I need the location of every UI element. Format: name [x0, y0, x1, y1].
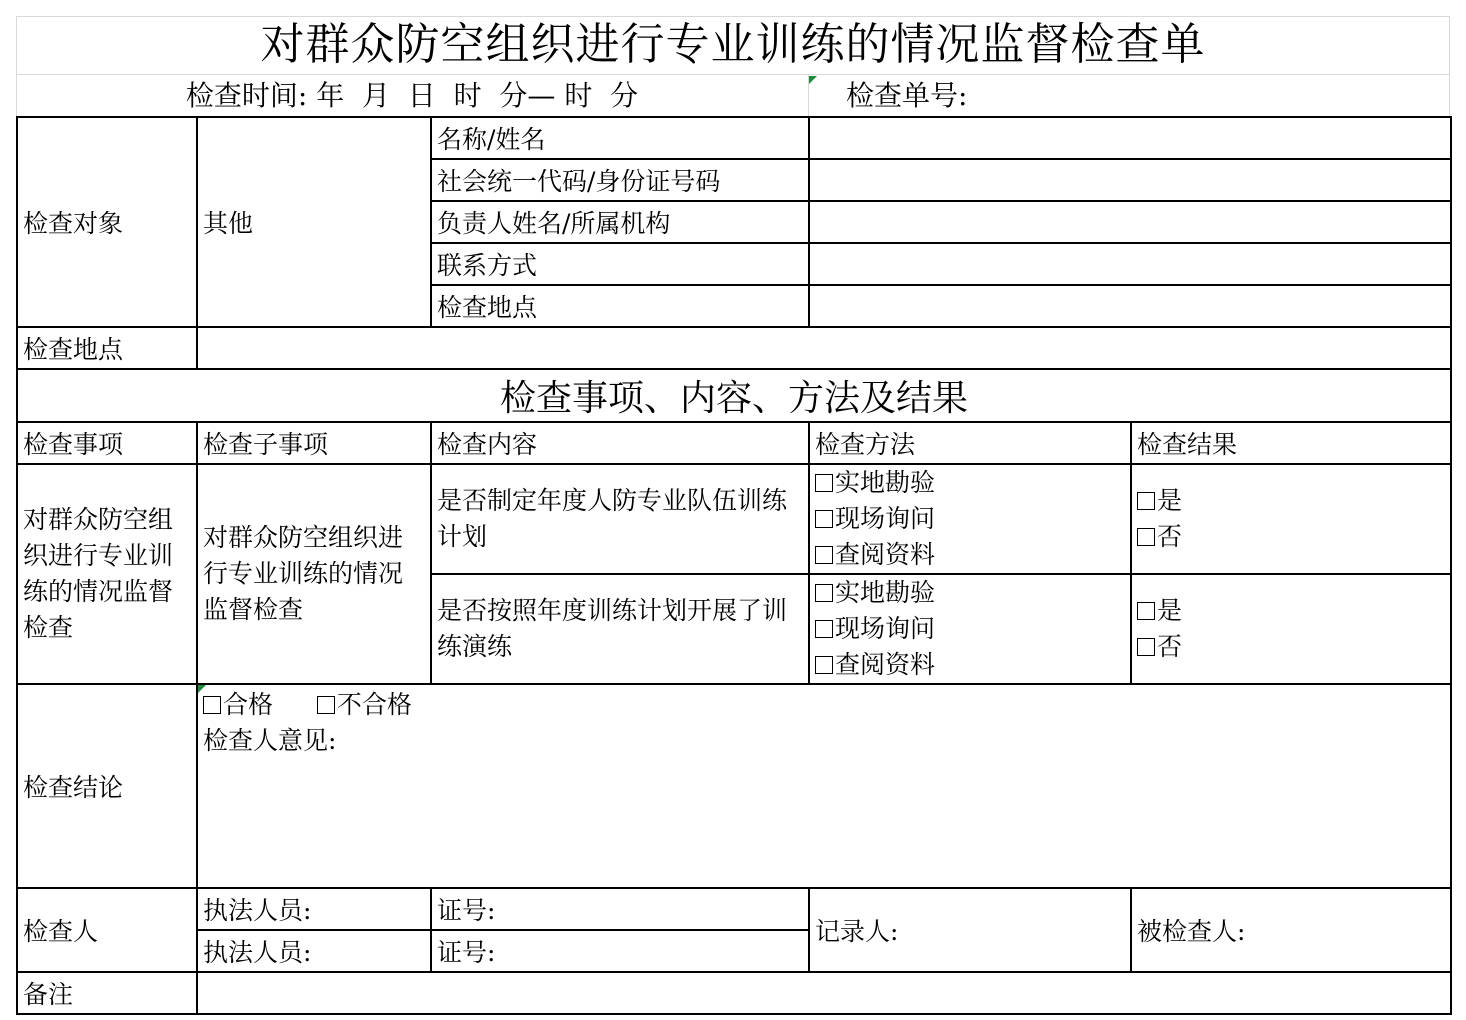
checkbox[interactable]	[815, 620, 833, 638]
checkbox[interactable]	[815, 510, 833, 528]
result-option[interactable]: 否	[1137, 519, 1445, 555]
result-option[interactable]: 是	[1137, 483, 1445, 519]
checkbox[interactable]	[815, 474, 833, 492]
inspected-party-label[interactable]: 被检查人:	[1131, 888, 1451, 972]
target-type: 其他	[197, 117, 431, 327]
field-label-name: 名称/姓名	[431, 117, 809, 159]
checkbox[interactable]	[1137, 638, 1155, 656]
inspection-number-label: 检查单号:	[846, 79, 968, 112]
target-label: 检查对象	[17, 117, 197, 327]
checkbox[interactable]	[1137, 492, 1155, 510]
method-option[interactable]: 实地勘验	[815, 465, 1125, 501]
column-header-method: 检查方法	[809, 422, 1131, 464]
inspection-form-table	[16, 116, 1452, 1015]
recorder-label[interactable]: 记录人:	[809, 888, 1131, 972]
column-header-content: 检查内容	[431, 422, 809, 464]
field-value-contact[interactable]	[809, 243, 1451, 285]
method-option[interactable]: 查阅资料	[815, 537, 1125, 573]
opinion-label: 检查人意见:	[203, 726, 337, 755]
field-label-manager: 负责人姓名/所属机构	[431, 201, 809, 243]
check-content-1: 是否制定年度人防专业队伍训练计划	[431, 464, 809, 574]
check-content-2: 是否按照年度训练计划开展了训练演练	[431, 574, 809, 684]
comment-indicator	[198, 685, 206, 693]
officer-label-2[interactable]: 执法人员:	[197, 930, 431, 972]
checkbox[interactable]	[1137, 528, 1155, 546]
comment-indicator	[809, 76, 817, 84]
check-subitem: 对群众防空组织进行专业训练的情况监督检查	[197, 464, 431, 684]
field-value-manager[interactable]	[809, 201, 1451, 243]
gridline	[16, 74, 1450, 75]
checkbox[interactable]	[317, 696, 335, 714]
fail-option[interactable]: 不合格	[317, 690, 412, 719]
field-label-contact: 联系方式	[431, 243, 809, 285]
pass-option[interactable]: 合格	[203, 690, 273, 719]
column-header-item: 检查事项	[17, 422, 197, 464]
check-methods-1	[809, 464, 1131, 574]
checkbox[interactable]	[815, 546, 833, 564]
method-option[interactable]: 实地勘验	[815, 575, 1125, 611]
location-label: 检查地点	[17, 327, 197, 369]
column-header-result: 检查结果	[1131, 422, 1451, 464]
checkbox[interactable]	[203, 696, 221, 714]
conclusion-options	[203, 687, 1445, 723]
document-title: 对群众防空组织进行专业训练的情况监督检查单	[260, 19, 1206, 70]
method-option[interactable]: 现场询问	[815, 501, 1125, 537]
remarks-label: 备注	[17, 972, 197, 1014]
cert-label-2[interactable]: 证号:	[431, 930, 809, 972]
inspector-label: 检查人	[17, 888, 197, 972]
remarks-value[interactable]	[197, 972, 1451, 1014]
column-header-subitem: 检查子事项	[197, 422, 431, 464]
field-label-code: 社会统一代码/身份证号码	[431, 159, 809, 201]
field-value-address[interactable]	[809, 285, 1451, 327]
result-option[interactable]: 否	[1137, 629, 1445, 665]
conclusion-label: 检查结论	[17, 684, 197, 888]
result-option[interactable]: 是	[1137, 593, 1445, 629]
field-value-code[interactable]	[809, 159, 1451, 201]
checkbox[interactable]	[815, 584, 833, 602]
officer-label-1[interactable]: 执法人员:	[197, 888, 431, 930]
field-label-address: 检查地点	[431, 285, 809, 327]
location-value[interactable]	[197, 327, 1451, 369]
check-results-2	[1131, 574, 1451, 684]
check-item: 对群众防空组织进行专业训练的情况监督检查	[17, 464, 197, 684]
method-option[interactable]: 查阅资料	[815, 647, 1125, 683]
method-option[interactable]: 现场询问	[815, 611, 1125, 647]
field-value-name[interactable]	[809, 117, 1451, 159]
inspection-time-label: 检查时间: 年 月 日 时 分— 时 分	[185, 79, 639, 112]
cert-label-1[interactable]: 证号:	[431, 888, 809, 930]
check-methods-2	[809, 574, 1131, 684]
section-title: 检查事项、内容、方法及结果	[17, 369, 1451, 422]
check-results-1	[1131, 464, 1451, 574]
checkbox[interactable]	[815, 656, 833, 674]
conclusion-body[interactable]	[197, 684, 1451, 888]
checkbox[interactable]	[1137, 602, 1155, 620]
